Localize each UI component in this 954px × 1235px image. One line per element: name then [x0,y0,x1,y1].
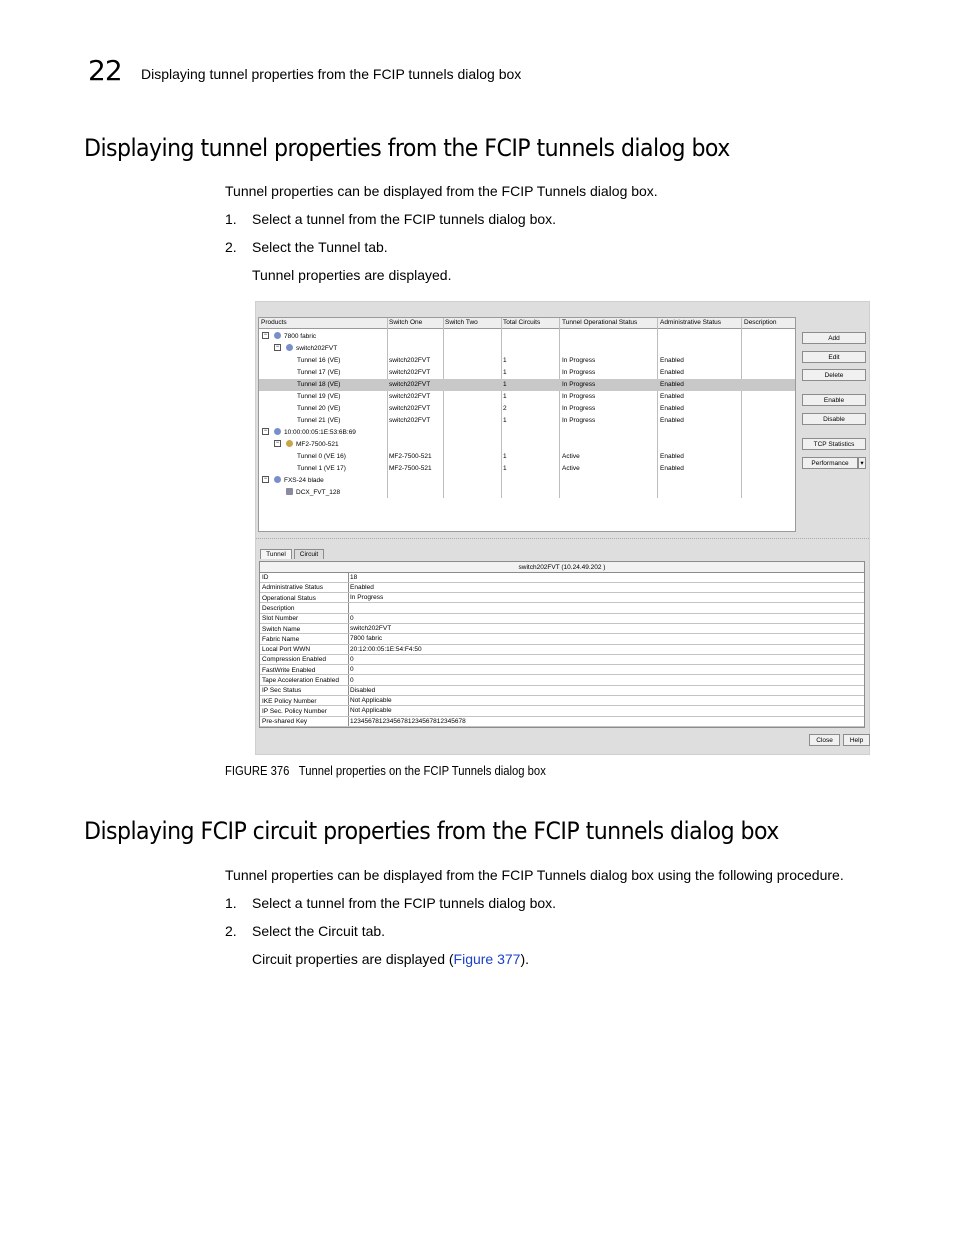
collapse-icon[interactable]: − [263,476,268,482]
properties-header: switch202FVT (10.24.49.202 ) [260,562,864,573]
step-number: 2. [225,239,237,255]
property-row: Slot Number 0 [260,614,864,624]
property-row: FastWrite Enabled 0 [260,665,864,675]
chevron-down-icon[interactable]: ▾ [858,457,866,469]
property-row: IP Sec. Policy Number Not Applicable [260,706,864,716]
property-row: Pre-shared Key 12345678123456781234567812345678 [260,717,864,727]
figure-caption: FIGURE 376 Tunnel properties on the FCIP Tunnels dialog box [225,764,546,778]
step-number: 1. [225,895,237,911]
fabric-icon [274,476,281,483]
tree-row[interactable]: Tunnel 0 (VE 16) MF2-7500-521 1 Active Enabled [297,453,684,460]
column-header[interactable]: Total Circuits [503,319,541,326]
property-row: IKE Policy Number Not Applicable [260,696,864,706]
fabric-icon [274,428,281,435]
column-header[interactable]: Description [744,319,777,326]
step-text: Select the Circuit tab. [252,923,386,939]
property-row: ID 18 [260,573,864,583]
intro-paragraph: Tunnel properties can be displayed from the FCIP Tunnels dialog box. [225,183,658,199]
tree-row[interactable]: Tunnel 1 (VE 17) MF2-7500-521 1 Active Enabled [297,465,684,472]
property-row: Administrative Status Enabled [260,583,864,593]
tree-row[interactable]: Tunnel 16 (VE) switch202FVT 1 In Progress Enabled [297,357,684,364]
collapse-icon[interactable]: − [275,440,280,446]
tree-row[interactable]: Tunnel 17 (VE) switch202FVT 1 In Progress Enabled [297,369,684,376]
step-result: Circuit properties are displayed (Figure 377). [252,951,530,967]
property-row: Switch Name switch202FVT [260,624,864,634]
intro-paragraph: Tunnel properties can be displayed from the FCIP Tunnels dialog box using the following procedure. [225,867,844,883]
running-title: Displaying tunnel properties from the FCIP tunnels dialog box [141,66,522,82]
property-row: Local Port WWN 20:12:00:05:1E:54:F4:50 [260,645,864,655]
step-text: Select the Tunnel tab. [252,239,388,255]
step-result: Tunnel properties are displayed. [252,267,452,283]
switch-icon [286,344,293,351]
tree-row[interactable]: DCX_FVT_128 [259,487,795,499]
property-row: Operational Status In Progress [260,593,864,603]
tree-row[interactable]: − 10:00:00:05:1E:53:6B:69 [263,428,356,436]
column-header[interactable]: Administrative Status [660,319,722,326]
column-header[interactable]: Switch One [389,319,423,326]
step-text: Select a tunnel from the FCIP tunnels dialog box. [252,211,557,227]
column-header[interactable]: Tunnel Operational Status [562,319,638,326]
property-row: Fabric Name 7800 fabric [260,634,864,644]
chapter-number: 22 [88,54,122,87]
column-header[interactable]: Products [261,319,287,326]
tree-row[interactable]: Tunnel 19 (VE) switch202FVT 1 In Progress Enabled [297,393,684,400]
section-heading-circuit-properties: Displaying FCIP circuit properties from the FCIP tunnels dialog box [84,817,779,845]
property-row: IP Sec Status Disabled [260,686,864,696]
fabric-icon [274,332,281,339]
collapse-icon[interactable]: − [263,332,268,338]
close-button[interactable]: Close [809,734,840,746]
tunnel-properties-table [259,561,865,728]
switch-icon [286,440,293,447]
section-heading-tunnel-properties: Displaying tunnel properties from the FCIP tunnels dialog box [84,134,730,162]
disable-button[interactable]: Disable [802,413,866,425]
tree-row[interactable]: − switch202FVT [275,344,338,352]
tab-tunnel[interactable]: Tunnel [260,549,292,559]
column-header[interactable]: Switch Two [445,319,478,326]
collapse-icon[interactable]: − [263,428,268,434]
step-text: Select a tunnel from the FCIP tunnels dialog box. [252,895,557,911]
tree-row[interactable]: − FXS-24 blade [263,476,324,484]
edit-button[interactable]: Edit [802,351,866,363]
tree-row[interactable]: Tunnel 20 (VE) switch202FVT 2 In Progress Enabled [297,405,684,412]
enable-button[interactable]: Enable [802,394,866,406]
delete-button[interactable]: Delete [802,369,866,381]
property-row: Tape Acceleration Enabled 0 [260,676,864,686]
step-number: 2. [225,923,237,939]
tree-row[interactable]: − MF2-7500-521 [275,440,339,448]
fcip-tunnels-dialog-screenshot [255,301,870,755]
chassis-icon [286,488,293,495]
collapse-icon[interactable]: − [275,344,280,350]
tree-row[interactable]: Tunnel 21 (VE) switch202FVT 1 In Progress Enabled [297,417,684,424]
property-row: Description [260,603,864,613]
performance-button[interactable]: Performance [802,457,858,469]
tree-row-selected[interactable]: Tunnel 18 (VE) switch202FVT 1 In Progress Enabled [259,379,795,391]
help-button[interactable]: Help [843,734,870,746]
add-button[interactable]: Add [802,332,866,344]
figure-377-link[interactable]: Figure 377 [453,951,521,967]
tcp-statistics-button[interactable]: TCP Statistics [802,438,866,450]
step-number: 1. [225,211,237,227]
property-row: Compression Enabled 0 [260,655,864,665]
products-tree-table[interactable] [258,317,796,532]
tab-circuit[interactable]: Circuit [294,549,324,559]
tree-row[interactable]: − 7800 fabric [263,332,317,340]
table-header [259,318,795,329]
